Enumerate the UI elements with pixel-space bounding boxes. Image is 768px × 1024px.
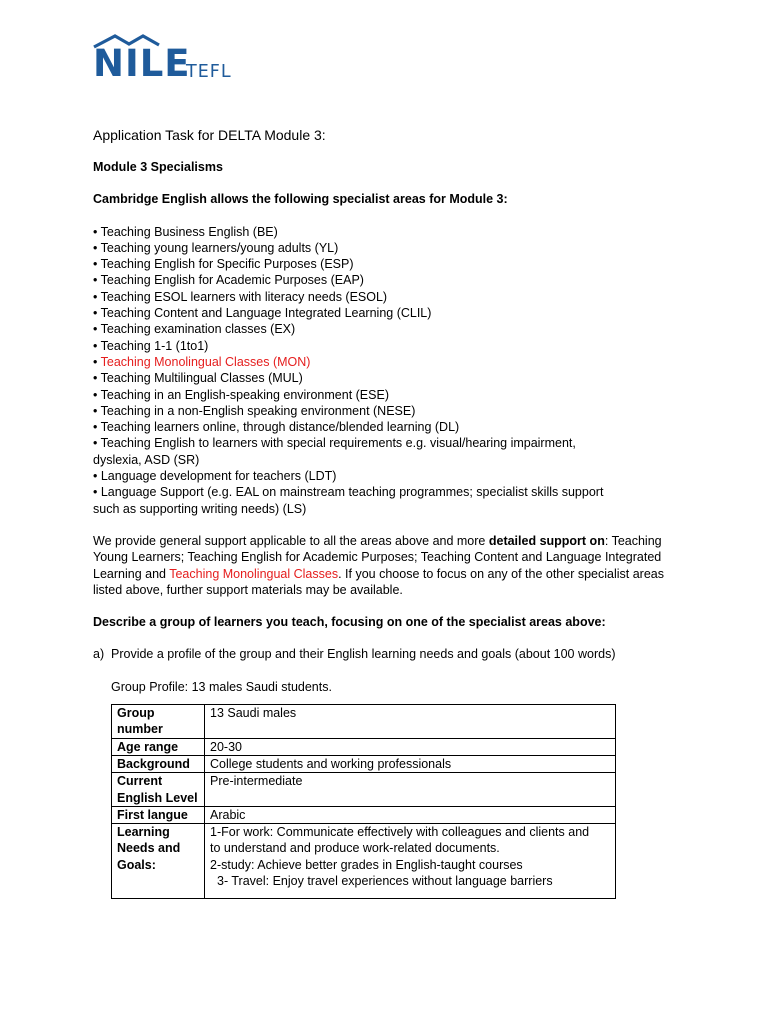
row-label: Group number [112,705,205,739]
list-item: • Teaching English for Specific Purposes (ESP) [93,257,354,272]
list-item: • Teaching ESOL learners with literacy needs (ESOL) [93,289,388,304]
support-bold: detailed support on [488,533,605,548]
logo-brand: NILE [93,42,191,85]
list-item: • Teaching young learners/young adults (YL) [93,240,339,255]
row-label: Age range [112,738,205,755]
nile-tefl-logo [93,33,243,89]
needs-line: 3- Travel: Enjoy travel experiences without language barriers [217,873,553,888]
list-item: • Teaching English to learners with special requirements e.g. visual/hearing impairment, [93,436,576,451]
list-item: • Teaching Multilingual Classes (MUL) [93,371,303,386]
group-profile-table [111,704,616,899]
bullet: • [93,354,101,369]
row-label: Current English Level [112,773,205,807]
row-value-needs [205,824,616,899]
table-row [112,773,616,807]
row-value: 20-30 [205,738,616,755]
describe-instruction: Describe a group of learners you teach, focusing on one of the specialist areas above: [93,615,606,630]
question-a [93,646,683,662]
section-subtitle: Module 3 Specialisms [93,160,223,174]
list-item: • Teaching Business English (BE) [93,224,278,239]
table-row [112,806,616,823]
list-item: • Teaching English for Academic Purposes (EAP) [93,273,364,288]
list-item: • Teaching in an English-speaking environment (ESE) [93,387,389,402]
table-row [112,755,616,772]
list-item-continuation: dyslexia, ASD (SR) [93,452,200,467]
row-label: Learning Needs and Goals: [112,824,205,899]
needs-line: 1-For work: Communicate effectively with colleagues and clients and [210,825,590,840]
table-row [112,705,616,739]
specialisms-list [93,224,683,517]
row-value: 13 Saudi males [205,705,616,739]
intro-text: Cambridge English allows the following specialist areas for Module 3: [93,192,508,207]
table-row [112,738,616,755]
highlighted-specialism: Teaching Monolingual Classes (MON) [100,354,311,369]
list-item: • Teaching examination classes (EX) [93,322,296,337]
question-letter: a) [93,647,105,662]
list-item: • Language Support (e.g. EAL on mainstream teaching programmes; specialist skills support [93,485,604,500]
row-value: Pre-intermediate [205,773,616,807]
list-item-continuation: such as supporting writing needs) (LS) [93,501,307,516]
list-item: • Teaching learners online, through distance/blended learning (DL) [93,420,460,435]
table-row [112,824,616,899]
row-label: Background [112,755,205,772]
list-item-highlighted [93,354,683,370]
row-value: Arabic [205,806,616,823]
support-red: Teaching Monolingual Classes [169,566,339,581]
question-text: Provide a profile of the group and their English learning needs and goals (about 100 words) [111,647,616,662]
document-title: Application Task for DELTA Module 3: [93,127,326,143]
needs-line: 2-study: Achieve better grades in English-taught courses [210,857,523,872]
list-item: • Teaching in a non-English speaking environment (NESE) [93,403,416,418]
logo-sub: TEFL [186,62,232,82]
group-profile-line: Group Profile: 13 males Saudi students. [111,679,332,694]
document-body [93,125,683,899]
support-paragraph: We provide general support applicable to all the areas above and more detailed support on: Teaching Young Learners; Teaching English for Academic Purposes; Teaching Content and Language Integrated Learning and Teaching Monolingual Classes. If you choose to focus on any of the other specialist areas listed above, further support materials may be available. [93,533,664,597]
row-label: First langue [112,806,205,823]
list-item: • Teaching 1-1 (1to1) [93,338,209,353]
list-item: • Language development for teachers (LDT) [93,469,337,484]
row-value: College students and working professionals [205,755,616,772]
needs-line: to understand and produce work-related documents. [210,841,500,856]
list-item: • Teaching Content and Language Integrated Learning (CLIL) [93,306,432,321]
